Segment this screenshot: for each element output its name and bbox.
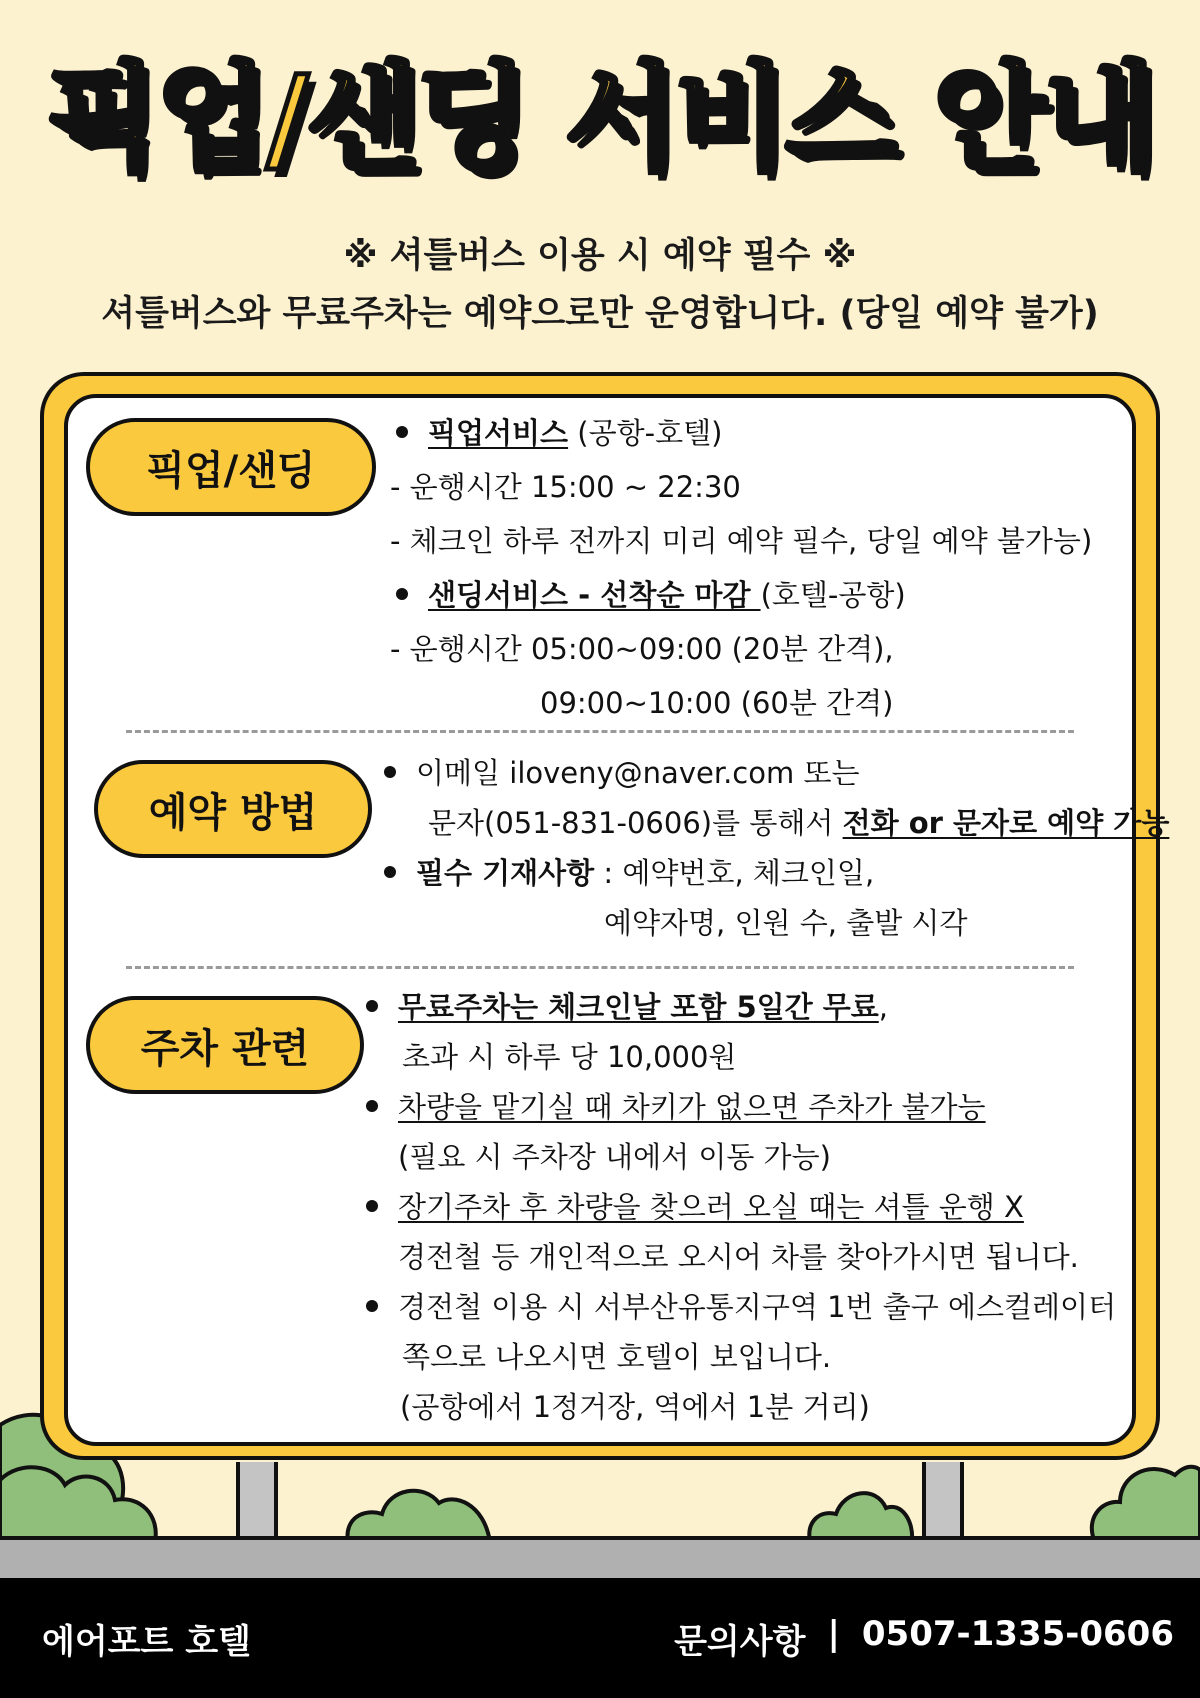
contact-info [674,1614,1174,1663]
pickup-service-route: (공항-호텔) [568,416,723,450]
bullet-icon [384,766,396,778]
sending-service-route: (호텔-공항) [760,578,906,612]
reservation-sms-line: 문자(051-831-0606)를 통해서 전화 or 문자로 예약 가능 [428,806,1170,840]
parking-item-4: 경전철 이용 시 서부산유통지구역 1번 출구 에스컬레이터 [366,1290,1116,1325]
bush-center-left-decoration [344,1478,494,1542]
page-title: 픽업/샌딩 서비스 안내 [46,51,1154,186]
parking-item-3-detail: 경전철 등 개인적으로 오시어 차를 찾아가시면 됩니다. [398,1240,1079,1274]
bullet-icon [396,426,408,438]
reservation-notice: ※ 셔틀버스 이용 시 예약 필수 ※ [343,236,857,276]
road [0,1536,1200,1578]
footer-bar [0,1578,1200,1698]
bush-center-right-decoration [806,1480,916,1542]
sending-hours-1: - 운행시간 05:00~09:00 (20분 간격), [390,632,894,666]
pickup-service-line [396,416,722,451]
required-label: 필수 기재사항 [416,856,595,890]
pickup-hours: - 운행시간 15:00 ~ 22:30 [390,470,741,504]
hotel-name: 에어포트 호텔 [42,1622,251,1662]
bush-small-left-decoration [0,1450,160,1542]
reservation-required-items: 예약자명, 인원 수, 출발 시각 [604,906,968,940]
billboard-post-right [922,1462,964,1542]
reservation-description: 셔틀버스와 무료주차는 예약으로만 운영합니다. (당일 예약 불가) [101,294,1099,334]
reservation-email-line: 이메일 iloveny@naver.com 또는 [384,756,859,791]
contact-phone[interactable]: 0507-1335-0606 [861,1614,1174,1654]
sending-service-title: 샌딩서비스 - 선착순 마감 [428,578,761,612]
billboard-post-left [236,1462,278,1542]
parking-item-1: 무료주차는 체크인날 포함 5일간 무료, [366,990,888,1025]
bush-right-decoration [1085,1450,1200,1542]
reservation-emphasis: 전화 or 문자로 예약 가능 [842,806,1170,840]
parking-item-2-detail: (필요 시 주차장 내에서 이동 가능) [398,1140,831,1174]
parking-item-3: 장기주차 후 차량을 찾으러 오실 때는 셔틀 운행 X [366,1190,1024,1225]
sending-service-line [396,578,906,613]
section-divider [126,966,1074,969]
section-label-pickup: 픽업/샌딩 [86,418,376,516]
parking-item-2: 차량을 맡기실 때 차키가 없으면 주차가 불가능 [366,1090,986,1125]
section-divider [126,730,1074,733]
parking-item-4-detail: 쪽으로 나오시면 호텔이 보입니다. [402,1340,832,1374]
reservation-required-line: 필수 기재사항 : 예약번호, 체크인일, [384,856,874,891]
bullet-icon [366,1300,378,1312]
bullet-icon [366,1100,378,1112]
bullet-icon [366,1200,378,1212]
section-label-parking: 주차 관련 [86,996,364,1094]
sending-hours-2: 09:00~10:00 (60분 간격) [540,686,894,720]
pickup-note: - 체크인 하루 전까지 미리 예약 필수, 당일 예약 불가능) [390,524,1093,558]
section-label-reservation: 예약 방법 [94,760,372,858]
contact-label: 문의사항 [674,1622,806,1662]
contact-separator: | [827,1614,840,1654]
bullet-icon [396,588,408,600]
pickup-service-title: 픽업서비스 [428,416,569,450]
bullet-icon [366,1000,378,1012]
bullet-icon [384,866,396,878]
parking-item-1-detail: 초과 시 하루 당 10,000원 [402,1040,737,1074]
parking-item-4-distance: (공항에서 1정거장, 역에서 1분 거리) [400,1390,870,1424]
